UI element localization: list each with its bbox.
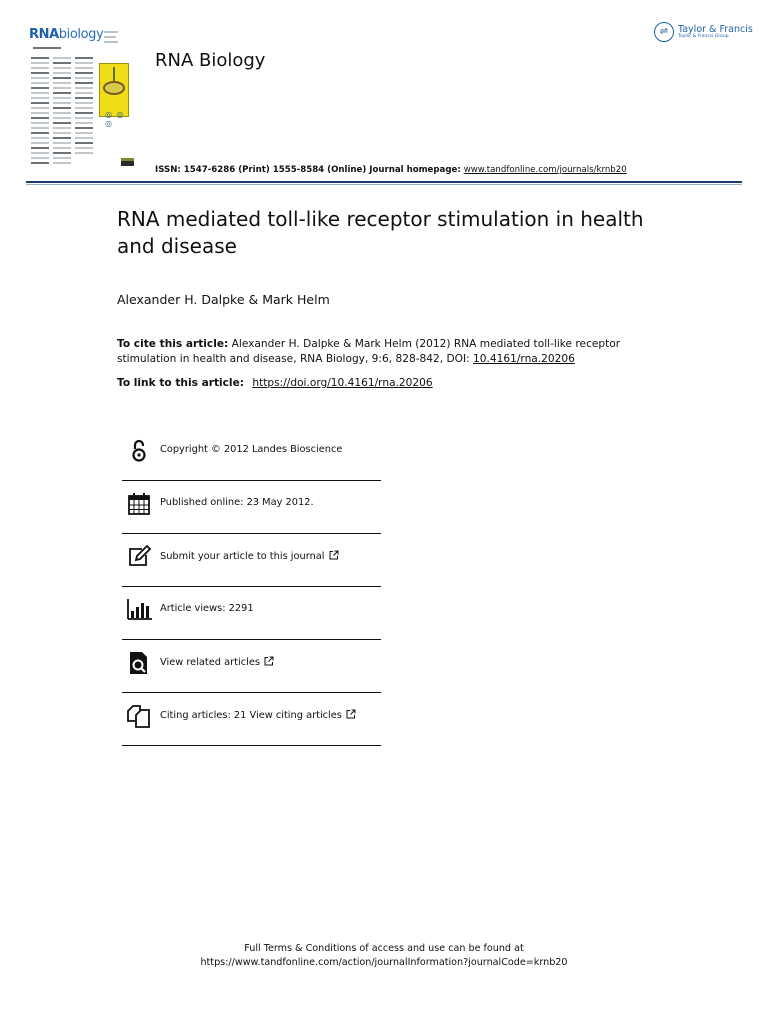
cover-illustration	[99, 63, 129, 117]
publisher-name: Taylor & Francis	[678, 23, 753, 35]
cover-decoration: ◎ ◎ ◎	[105, 110, 125, 128]
article-doi-link[interactable]: https://doi.org/10.4161/rna.20206	[252, 377, 433, 389]
article-metadata-list	[122, 428, 381, 746]
article-title: RNA mediated toll-like receptor stimulation in health and disease	[117, 207, 644, 258]
related-articles-link[interactable]: View related articles	[160, 656, 274, 668]
footer	[0, 942, 768, 970]
cover-badge	[121, 158, 134, 166]
issn-text: ISSN: 1547-6286 (Print) 1555-8584 (Online) Journal homepage:	[155, 165, 464, 175]
header-rule	[26, 181, 742, 183]
published-row	[122, 481, 381, 534]
views-row	[122, 587, 381, 640]
edit-icon	[126, 544, 152, 570]
journal-cover-thumbnail	[29, 27, 133, 170]
publisher-logo[interactable]	[654, 22, 753, 42]
link-label: To link to this article:	[117, 377, 244, 389]
cite-text: Alexander H. Dalpke & Mark Helm (2012) RNA mediated toll-like receptor stimulation in health and disease, RNA Biology, 9:6, 828-842, DOI:	[117, 338, 621, 365]
calendar-icon	[126, 491, 152, 517]
article-authors: Alexander H. Dalpke & Mark Helm	[117, 292, 330, 307]
cite-label: To cite this article:	[117, 338, 229, 350]
views-text: Article views: 2291	[160, 603, 254, 614]
related-row[interactable]	[122, 640, 381, 693]
citing-icon	[126, 703, 152, 729]
bar-chart-icon	[126, 597, 152, 623]
citing-articles-link[interactable]: Citing articles: 21 View citing articles	[160, 709, 356, 721]
citing-row[interactable]	[122, 693, 381, 746]
publisher-group: Taylor & Francis Group	[678, 34, 729, 39]
external-link-icon	[346, 709, 356, 719]
submit-row[interactable]	[122, 534, 381, 587]
taylor-francis-icon: ⇌	[654, 22, 674, 42]
copyright-text: Copyright © 2012 Landes Bioscience	[160, 444, 343, 455]
copyright-row	[122, 428, 381, 481]
cover-logo: RNAbiology	[29, 27, 104, 42]
submit-link[interactable]: Submit your article to this journal	[160, 550, 339, 562]
footer-line-1: Full Terms & Conditions of access and use can be found at	[244, 943, 524, 954]
open-access-icon	[126, 438, 152, 464]
journal-title: RNA Biology	[155, 50, 266, 71]
journal-homepage-link[interactable]: www.tandfonline.com/journals/krnb20	[463, 165, 627, 175]
external-link-icon	[264, 656, 274, 666]
footer-terms-link[interactable]: https://www.tandfonline.com/action/journalInformation?journalCode=krnb20	[200, 957, 568, 968]
citation-block	[117, 337, 657, 366]
link-line	[117, 377, 433, 389]
published-text: Published online: 23 May 2012.	[160, 497, 314, 508]
cite-doi-link[interactable]: 10.4161/rna.20206	[473, 352, 575, 365]
external-link-icon	[329, 550, 339, 560]
issn-line	[155, 165, 627, 175]
header-rule-secondary	[26, 184, 742, 185]
search-doc-icon	[126, 650, 152, 676]
